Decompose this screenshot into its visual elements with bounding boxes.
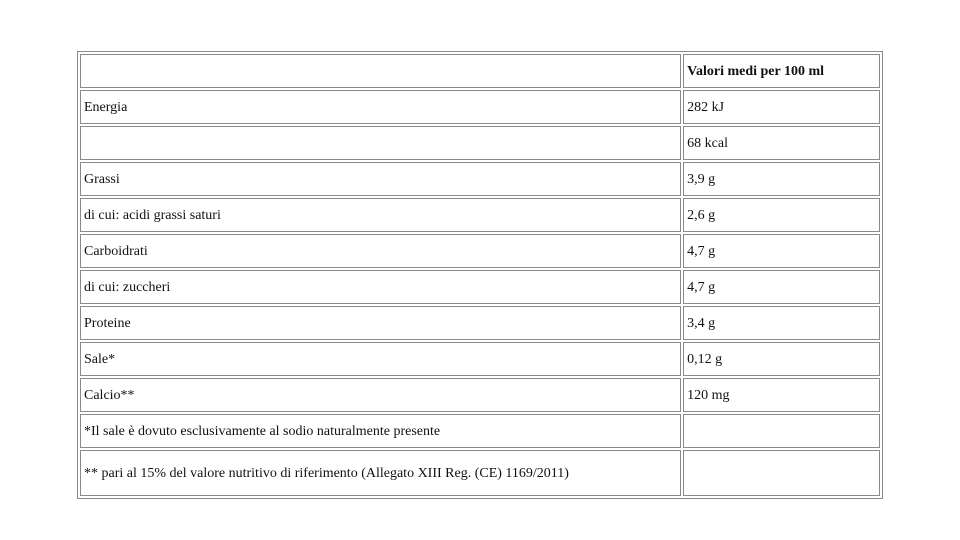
nutrient-label: Grassi (80, 162, 681, 196)
footnote-text: *Il sale è dovuto esclusivamente al sodio naturalmente presente (80, 414, 681, 448)
nutrient-value: 3,9 g (683, 162, 880, 196)
footnote-empty-cell (683, 450, 880, 496)
table-row (80, 162, 880, 196)
nutrient-label: Energia (80, 90, 681, 124)
table-row (80, 378, 880, 412)
nutrient-label: di cui: acidi grassi saturi (80, 198, 681, 232)
nutrient-value: 4,7 g (683, 270, 880, 304)
header-label-cell (80, 54, 681, 88)
nutrient-value: 282 kJ (683, 90, 880, 124)
nutrient-value: 4,7 g (683, 234, 880, 268)
nutrient-label: Calcio** (80, 378, 681, 412)
table-row (80, 342, 880, 376)
footnote-text: ** pari al 15% del valore nutritivo di riferimento (Allegato XIII Reg. (CE) 1169/2011) (80, 450, 681, 496)
footnote-empty-cell (683, 414, 880, 448)
nutrient-value: 68 kcal (683, 126, 880, 160)
footnote-row (80, 450, 880, 496)
nutrient-value: 3,4 g (683, 306, 880, 340)
nutrient-value: 0,12 g (683, 342, 880, 376)
nutrient-label: di cui: zuccheri (80, 270, 681, 304)
header-value-cell: Valori medi per 100 ml (683, 54, 880, 88)
nutrient-value: 2,6 g (683, 198, 880, 232)
nutrient-label: Proteine (80, 306, 681, 340)
table-row (80, 270, 880, 304)
nutrient-label: Sale* (80, 342, 681, 376)
table-row (80, 234, 880, 268)
table-row (80, 306, 880, 340)
nutrient-label: Carboidrati (80, 234, 681, 268)
table-header-row (80, 54, 880, 88)
footnote-row (80, 414, 880, 448)
nutrient-label (80, 126, 681, 160)
nutrient-value: 120 mg (683, 378, 880, 412)
table-row (80, 90, 880, 124)
nutrition-table (77, 51, 883, 499)
table-row (80, 198, 880, 232)
table-row (80, 126, 880, 160)
